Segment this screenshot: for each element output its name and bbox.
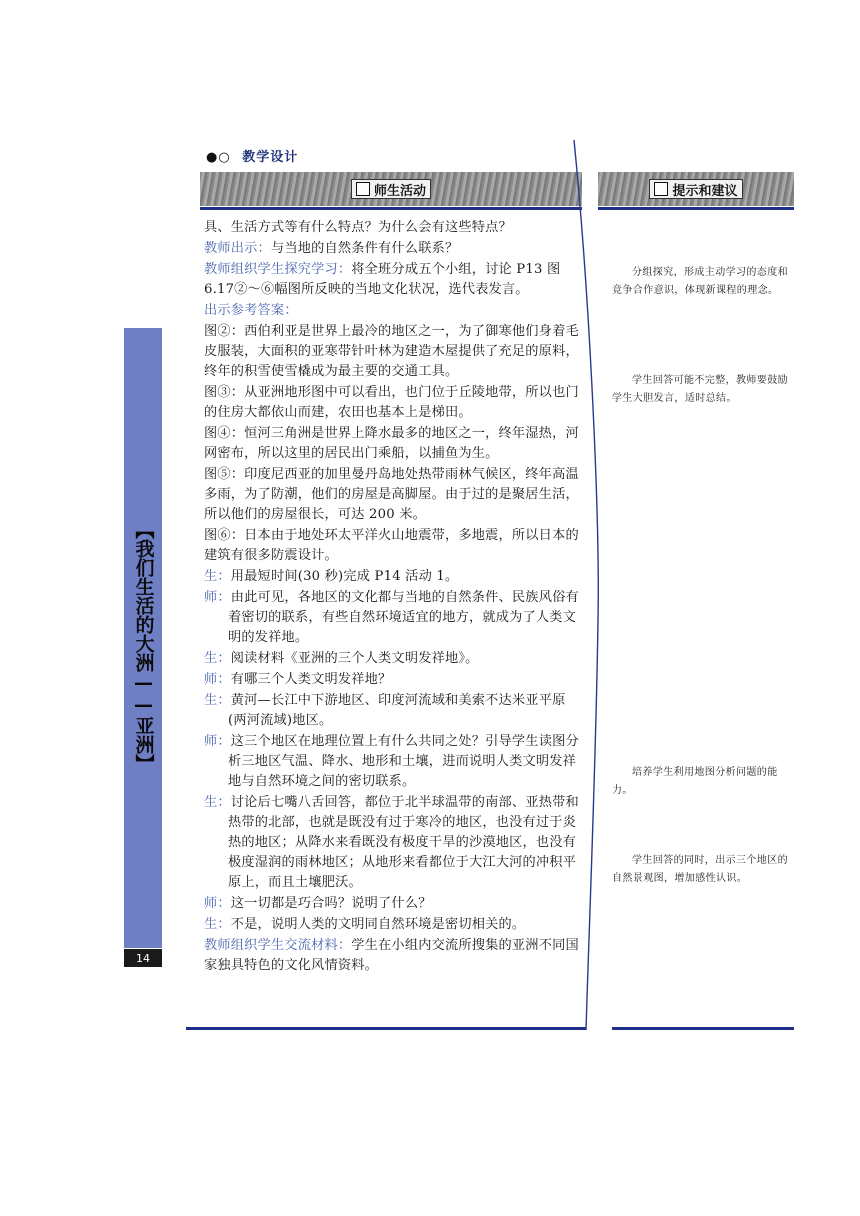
paragraph [204,915,580,935]
speaker-label: 生： [204,795,231,810]
checkbox-square-icon [654,182,668,196]
paragraph-text: 阅读材料《亚洲的三个人类文明发祥地》。 [230,651,479,666]
note-2: 学生回答可能不完整，教师要鼓励学生大胆发言，适时总结。 [612,375,788,404]
paragraph-text: 学生在小组内交流所搜集的亚洲不同国家独具特色的文化风情资料。 [204,938,579,973]
speaker-label: 生： [204,651,231,666]
paragraph [204,260,580,300]
paragraph [204,670,580,690]
speaker-label: 教师出示： [204,241,271,256]
tips-column-header [598,172,794,206]
activity-column-header [200,172,582,206]
paragraph-text: 这三个地区在地理位置上有什么共同之处？引导学生读图分析三地区气温、降水、地形和土壤，进而说明人类文明发祥地与自然环境之间的密切联系。 [228,734,579,789]
note-4: 学生回答的同时，出示三个地区的自然景观图，增加感性认识。 [612,855,788,884]
paragraph [204,424,580,464]
paragraph [204,301,580,321]
paragraph-text: 不是，说明人类的文明同自然环境是密切相关的。 [230,917,526,932]
activity-header-label-box [351,179,431,199]
top-rule-right [598,207,794,210]
paragraph [204,793,580,893]
section-header [206,146,298,165]
paragraph [204,649,580,669]
paragraph-text: 将全班分成五个小组，讨论 P13 图 6.17②～⑥幅图所反映的当地文化状况，选代表发言。 [204,262,561,297]
paragraph-text: 图⑥：日本由于地处环太平洋火山地震带，多地震，所以日本的建筑有很多防震设计。 [204,528,579,563]
paragraph-text: 由此可见，各地区的文化都与当地的自然条件、民族风俗有着密切的联系，有些自然环境适宜的地方，就成为了人类文明的发祥地。 [228,590,579,645]
paragraph [204,732,580,792]
speaker-label: 师： [204,672,231,687]
paragraph [204,691,580,731]
section-title: 教学设计 [242,150,299,165]
paragraph [204,936,580,976]
paragraph [204,894,580,914]
paragraph [204,239,580,259]
bottom-rule-left [186,1027,586,1030]
note-3: 培养学生利用地图分析问题的能力。 [612,767,778,796]
note-1: 分组探究，形成主动学习的态度和竞争合作意识，体现新课程的理念。 [612,267,788,296]
paragraph-text: 图③：从亚洲地形图中可以看出，也门位于丘陵地带，所以也门的住房大都依山而建，农田也基本上是梯田。 [204,385,579,420]
speaker-label: 师： [204,896,231,911]
speaker-label: 师： [204,590,231,605]
checkbox-square-icon [356,182,370,196]
paragraph-text: 图④：恒河三角洲是世界上降水最多的地区之一，终年湿热，河网密布，所以这里的居民出门乘船，以捕鱼为生。 [204,426,579,461]
paragraph-text: 用最短时间(30 秒)完成 P14 活动 1。 [230,569,459,584]
paragraph-text: 图⑤：印度尼西亚的加里曼丹岛地处热带雨林气候区，终年高温多雨，为了防潮，他们的房屋是高脚屋。由于过的是聚居生活，所以他们的房屋很长，可达 200 米。 [204,467,579,522]
speaker-label: 出示参考答案： [204,303,298,318]
paragraph-text: 讨论后七嘴八舌回答，都位于北半球温带的南部、亚热带和热带的北部，也就是既没有过于寒冷的地区，也没有过于炎热的地区；从降水来看既没有极度干旱的沙漠地区，也没有极度湿润的雨林地区；从地形来看都位于大江大河的冲积平原上，而且土壤肥沃。 [228,795,579,890]
paragraph-text: 图②：西伯利亚是世界上最冷的地区之一，为了御寒他们身着毛皮服装，大面积的亚寒带针叶林为建造木屋提供了充足的原料，终年的积雪使雪橇成为最主要的交通工具。 [204,324,579,379]
chapter-side-strip [124,328,162,948]
header-dots: ●○ [206,150,231,165]
paragraph-text: 有哪三个人类文明发祥地？ [230,672,392,687]
paragraph-text: 具、生活方式等有什么特点？为什么会有这些特点？ [204,220,512,235]
paragraph [204,322,580,382]
chapter-title: 【我们生活的大洲——亚洲】 [132,520,155,773]
top-rule-left [200,207,582,210]
activity-header-label: 师生活动 [373,183,426,199]
paragraph [204,218,580,238]
activity-content [204,218,580,977]
paragraph-text: 与当地的自然条件有什么联系？ [270,241,459,256]
speaker-label: 生： [204,569,231,584]
page-number: 14 [124,949,162,967]
speaker-label: 生： [204,693,231,708]
paragraph [204,383,580,423]
speaker-label: 师： [204,734,231,749]
tips-header-label: 提示和建议 [672,183,738,199]
paragraph [204,465,580,525]
bottom-rule-right [612,1027,794,1030]
paragraph-text: 这一切都是巧合吗？说明了什么？ [230,896,432,911]
paragraph [204,588,580,648]
paragraph-text: 黄河—长江中下游地区、印度河流域和美索不达米亚平原(两河流域)地区。 [228,693,566,728]
paragraph [204,526,580,566]
speaker-label: 生： [204,917,231,932]
paragraph [204,567,580,587]
speaker-label: 教师组织学生探究学习： [204,262,352,277]
tips-header-label-box [649,179,742,199]
speaker-label: 教师组织学生交流材料： [204,938,352,953]
